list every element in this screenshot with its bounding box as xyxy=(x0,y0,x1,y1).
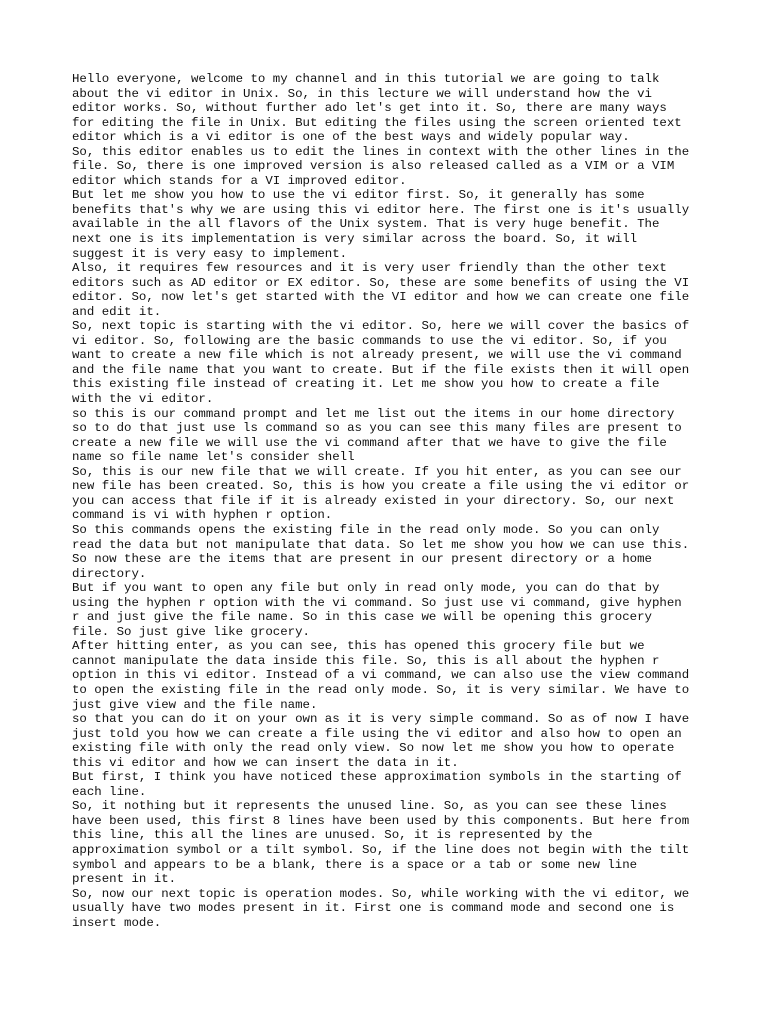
paragraph-command-prompt: so this is our command prompt and let me list out the items in our home directory so to do that just use ls command so as you can see this many files are present to create a new file we will use the vi command after that we have to give the file name so file name let's consider shell xyxy=(72,406,682,465)
paragraph-benefits: But let me show you how to use the vi editor first. So, it generally has some benefits that's why we are using this vi editor here. The first one is it's usually available in the all flavors of the Unix system. That is very huge benefit. The next one is its implementation is very similar across the board. So, it will suggest it is very easy to implement. xyxy=(72,188,690,261)
paragraph-vim: So, this editor enables us to edit the lines in context with the other lines in the file. So, there is one improved version is also released called as a VIM or a VIM editor which stands for a VI improved editor. xyxy=(72,144,690,188)
paragraph-approximation: But first, I think you have noticed these approximation symbols in the starting of each line. xyxy=(72,770,682,799)
paragraph-unused-lines: So, it nothing but it represents the unused line. So, as you can see these lines have been used, this first 8 lines have been used by this components. But here from this line, this all the lines are unused. So, it is represented by the approximation symbol or a tilt symbol. So, if the line does not begin with the tilt symbol and appears to be a blank, there is a space or a tab or some new line present in it. xyxy=(72,799,690,887)
paragraph-view-command: After hitting enter, as you can see, this has opened this grocery file but we cannot manipulate the data inside this file. So, this is all about the hyphen r option in this vi editor. Instead of a vi command, we can also use the view command to open the existing file in the read only mode. So, it is very similar. We have to just give view and the file name. xyxy=(72,639,690,712)
paragraph-modes: So, now our next topic is operation modes. So, while working with the vi editor, we usually have two modes present in it. First one is command mode and second one is insert mode. xyxy=(72,886,690,930)
document-page xyxy=(72,72,712,930)
paragraph-read-only: So this commands opens the existing file in the read only mode. So you can only read the data but not manipulate that data. So let me show you how we can use this. So now these are the items that are present in our present directory or a home directory. xyxy=(72,522,690,581)
paragraph-resources: Also, it requires few resources and it is very user friendly than the other text editors such as AD editor or EX editor. So, these are some benefits of using the VI editor. So, now let's get started with the VI editor and how we can create one file and edit it. xyxy=(72,261,690,319)
paragraph-intro: Hello everyone, welcome to my channel and in this tutorial we are going to talk about the vi editor in Unix. So, in this lecture we will understand how the vi editor works. So, without further ado let's get into it. So, there are many ways for editing the file in Unix. But editing the files using the screen oriented text editor which is a vi editor is one of the best ways and widely popular way. xyxy=(72,72,682,145)
paragraph-starting: So, next topic is starting with the vi editor. So, here we will cover the basics of vi editor. So, following are the basic commands to use the vi editor. So, if you want to create a new file which is not already present, we will use the vi command and the file name that you want to create. But if the file exists then it will open this existing file instead of creating it. Let me show you how to create a file with the vi editor. xyxy=(72,319,690,407)
paragraph-operate: so that you can do it on your own as it is very simple command. So as of now I have just told you how we can create a file using the vi editor and also how to open an existing file with only the read only view. So now let me show you how to operate this vi editor and how we can insert the data in it. xyxy=(72,712,690,770)
paragraph-new-file: So, this is our new file that we will create. If you hit enter, as you can see our new file has been created. So, this is how you create a file using the vi editor or you can access that file if it is already existed in your directory. So, our next command is vi with hyphen r option. xyxy=(72,464,690,523)
paragraph-hyphen-r: But if you want to open any file but only in read only mode, you can do that by using the hyphen r option with the vi command. So just use vi command, give hyphen r and just give the file name. So in this case we will be opening this grocery file. So just give like grocery. xyxy=(72,581,682,639)
